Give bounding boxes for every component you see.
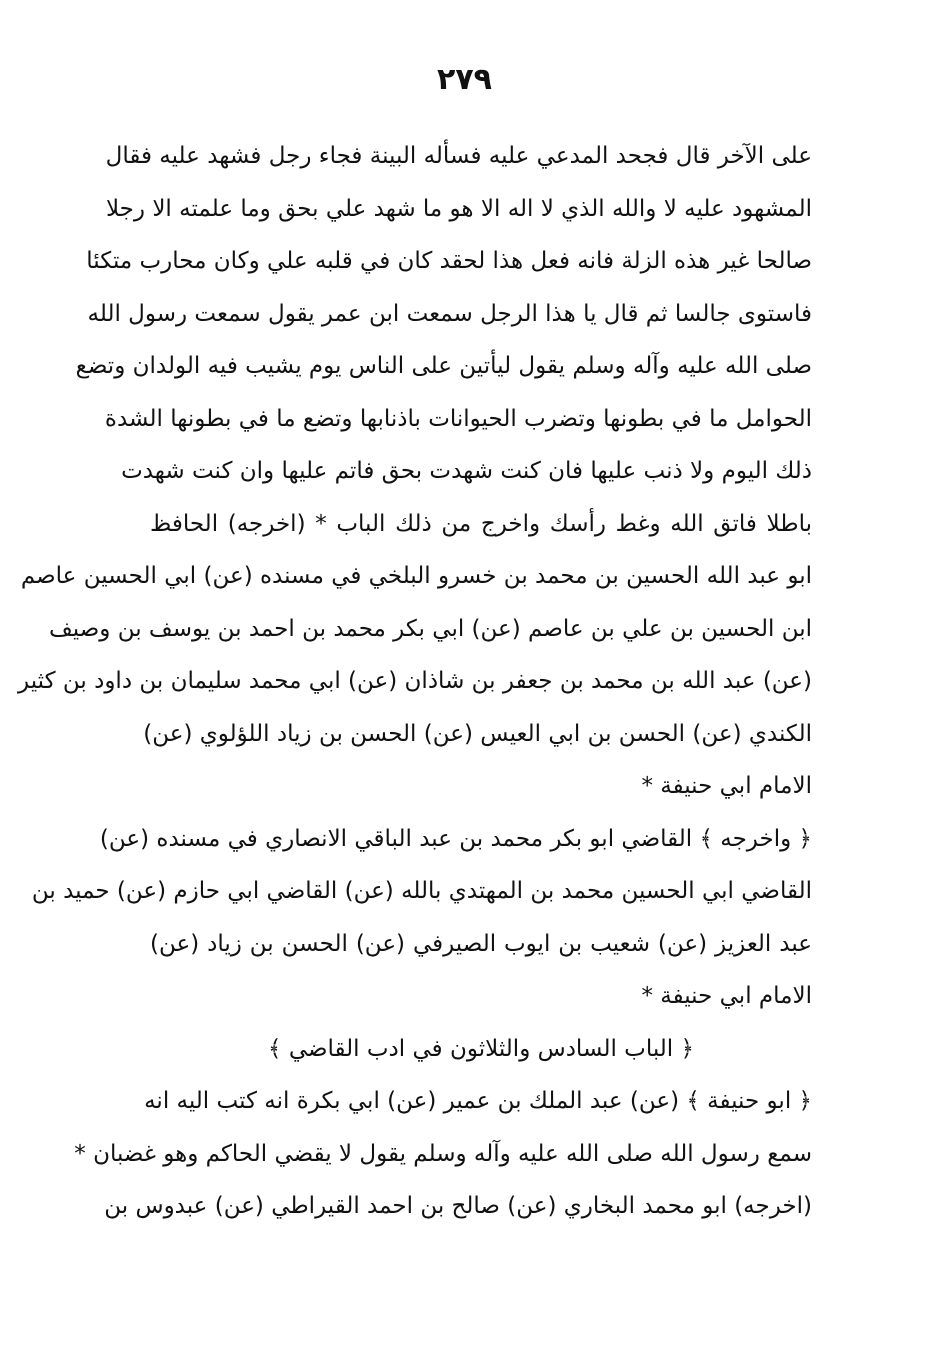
text-line: الامام ابي حنيفة * [641, 983, 812, 1009]
body-text [18, 130, 812, 1233]
text-line: باطلا فاتق الله وغط رأسك واخرج من ذلك الباب * (اخرجه) الحافظ [150, 510, 812, 537]
page-number: ٢٧٩ [437, 62, 492, 97]
text-line: ﴿ ابو حنيفة ﴾ (عن) عبد الملك بن عمير (عن) ابي بكرة انه كتب اليه انه [144, 1088, 812, 1114]
text-line: ابن الحسين بن علي بن عاصم (عن) ابي بكر محمد بن احمد بن يوسف بن وصيف [49, 615, 812, 642]
text-line: (اخرجه) ابو محمد البخاري (عن) صالح بن احمد القيراطي (عن) عبدوس بن [104, 1193, 812, 1219]
text-line: على الآخر قال فجحد المدعي عليه فسأله البينة فجاء رجل فشهد عليه فقال [105, 143, 812, 169]
chapter-heading: ﴿ الباب السادس والثلاثون في ادب القاضي ﴾ [268, 1035, 694, 1062]
text-line: المشهود عليه لا والله الذي لا اله الا هو ما شهد علي بحق وما علمته الا رجلا [105, 195, 812, 222]
text-line: القاضي ابي الحسين محمد بن المهتدي بالله (عن) القاضي ابي حازم (عن) حميد بن [31, 878, 812, 904]
text-line: ابو عبد الله الحسين بن محمد بن خسرو البلخي في مسنده (عن) ابي الحسين عاصم [20, 563, 812, 589]
text-line: سمع رسول الله صلى الله عليه وآله وسلم يقول لا يقضي الحاكم وهو غضبان * [74, 1140, 812, 1167]
text-line: الامام ابي حنيفة * [641, 773, 812, 799]
text-line: الحوامل ما في بطونها وتضرب الحيوانات باذنابها وتضع ما في بطونها الشدة [104, 405, 812, 432]
text-line: ﴿ واخرجه ﴾ القاضي ابو بكر محمد بن عبد الباقي الانصاري في مسنده (عن) [99, 825, 812, 852]
text-line: صلى الله عليه وآله وسلم يقول ليأتين على الناس يوم يشيب فيه الولدان وتضع [75, 353, 812, 379]
text-line: صالحا غير هذه الزلة فانه فعل هذا لحقد كان في قلبه علي وكان محارب متكئا [86, 248, 812, 274]
text-line: ذلك اليوم ولا ذنب عليها فان كنت شهدت بحق فاتم عليها وان كنت شهدت [121, 458, 812, 484]
text-line: عبد العزيز (عن) شعيب بن ايوب الصيرفي (عن) الحسن بن زياد (عن) [150, 930, 812, 957]
text-line: (عن) عبد الله بن محمد بن جعفر بن شاذان (عن) ابي محمد سليمان بن داود بن كثير [18, 668, 812, 694]
text-line: فاستوى جالسا ثم قال يا هذا الرجل سمعت ابن عمر يقول سمعت رسول الله [87, 300, 812, 327]
text-line: الكندي (عن) الحسن بن ابي العيس (عن) الحسن بن زياد اللؤلوي (عن) [143, 720, 812, 747]
